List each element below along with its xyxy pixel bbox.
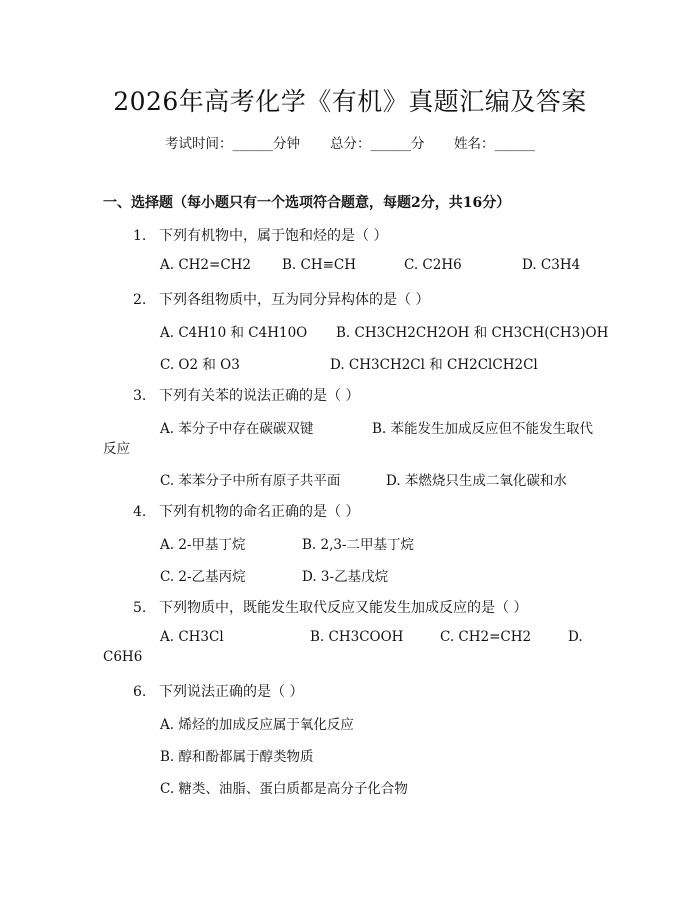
q4-option-c: C. 2-乙基丙烷 [160, 569, 246, 585]
question-text: 下列有机物的命名正确的是（ ） [159, 504, 360, 520]
q4-option-b: B. 2,3-二甲基丁烷 [302, 537, 415, 553]
q3-option-d: D. 苯燃烧只生成二氧化碳和水 [386, 473, 567, 489]
q6-option-c: C. 糖类、油脂、蛋白质都是高分子化合物 [160, 781, 408, 797]
question-text: 下列有关苯的说法正确的是（ ） [159, 388, 360, 404]
question-text: 下列有机物中，属于饱和烃的是（ ） [159, 228, 388, 244]
q1-option-a: A. CH2=CH2 [160, 257, 252, 273]
q6-option-b: B. 醇和酚都属于醇类物质 [160, 749, 314, 765]
question-2 [133, 289, 429, 309]
q1-option-d: D. C3H4 [522, 257, 581, 273]
student-name-field: 姓名：______ [454, 136, 535, 152]
q4-option-a: A. 2-甲基丁烷 [160, 537, 246, 553]
page-title: 2026年高考化学《有机》真题汇编及答案 [113, 87, 587, 116]
q5-option-d: D. [568, 629, 583, 645]
q2-option-c: C. O2 和 O3 [160, 357, 240, 373]
q4-option-d: D. 3-乙基戊烷 [302, 569, 389, 585]
question-1 [133, 225, 387, 245]
section-heading-choice: 一、选择题（每小题只有一个选项符合题意，每题2分，共16分） [103, 195, 511, 211]
question-number: 3. [133, 388, 147, 404]
q5-option-b: B. CH3COOH [310, 629, 404, 645]
q5-option-c: C. CH2=CH2 [440, 629, 532, 645]
question-text: 下列说法正确的是（ ） [159, 684, 304, 700]
question-number: 5. [133, 600, 147, 616]
q2-option-b: B. CH3CH2CH2OH 和 CH3CH(CH3)OH [336, 325, 609, 341]
question-number: 1. [133, 228, 147, 244]
q1-option-b: B. CH≡CH [282, 257, 357, 273]
question-number: 2. [133, 292, 147, 308]
exam-time-field: 考试时间：______分钟 [165, 136, 300, 152]
q2-option-d: D. CH3CH2Cl 和 CH2ClCH2Cl [330, 357, 538, 373]
q5-option-d-wrap: C6H6 [103, 649, 143, 665]
q5-option-a: A. CH3Cl [160, 629, 224, 645]
q3-option-b: B. 苯能发生加成反应但不能发生取代 [372, 421, 594, 437]
question-6 [133, 681, 303, 701]
question-text: 下列各组物质中，互为同分异构体的是（ ） [159, 292, 430, 308]
q6-option-a: A. 烯烃的加成反应属于氧化反应 [160, 717, 354, 733]
total-score-field: 总分：______分 [330, 136, 425, 152]
q1-option-c: C. C2H6 [404, 257, 462, 273]
q3-option-b-wrap: 反应 [103, 441, 130, 457]
q3-option-a: A. 苯分子中存在碳碳双键 [160, 421, 314, 437]
q3-option-c: C. 苯苯分子中所有原子共平面 [160, 473, 341, 489]
question-4 [133, 501, 359, 521]
question-number: 4. [133, 504, 147, 520]
question-text: 下列物质中，既能发生取代反应又能发生加成反应的是（ ） [159, 600, 528, 616]
question-5 [133, 597, 527, 617]
question-number: 6. [133, 684, 147, 700]
q2-option-a: A. C4H10 和 C4H10O [160, 325, 308, 341]
question-3 [133, 385, 359, 405]
